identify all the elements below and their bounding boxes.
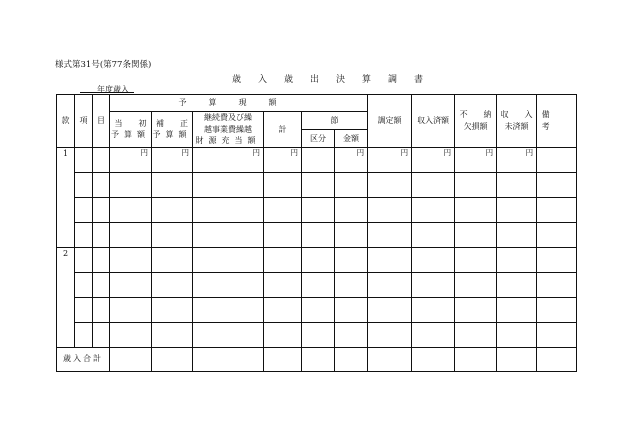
form-number: 様式第31号(第77条関係) [55,60,152,70]
document-title: 歳入歳出決算調書 [232,75,441,85]
header-uncollectible: 不 納 欠損額 [455,95,497,148]
header-supplementary-budget: 補 正 予算額 [152,112,193,148]
header-row-1 [57,95,577,112]
table-row [57,222,577,247]
header-total: 計 [264,112,302,148]
header-moku: 目 [93,95,110,148]
header-assessed-amount: 調定額 [368,95,412,148]
header-received-amount: 収入済額 [412,95,455,148]
kan-number: 2 [57,247,75,347]
header-kou: 項 [75,95,93,148]
table-row [57,172,577,197]
header-carryover: 継続費及び繰 越事業費繰越 財源充当額 [193,112,264,148]
kan-number: 1 [57,147,75,247]
header-budget-amount: 予算現額 [110,95,368,112]
fiscal-year-underline [80,92,134,93]
total-row [57,347,577,371]
header-kan: 款 [57,95,75,148]
header-section-division: 区分 [302,129,335,147]
table-row: 1 円 円 円 円 円 円 円 円 円 [57,147,577,172]
table-row [57,272,577,297]
table-row [57,297,577,322]
header-uncollected: 収 入 未済額 [497,95,537,148]
table-row [57,197,577,222]
table-row [57,322,577,347]
total-label: 歳入合計 [57,347,110,371]
header-section: 節 [302,112,368,130]
settlement-table [56,94,577,372]
fiscal-year-label: 年度歳入 [97,85,129,94]
header-initial-budget: 当 初 予算額 [110,112,152,148]
header-remarks: 備考 [537,95,577,148]
header-section-amount: 金額 [335,129,368,147]
table-row [57,247,577,272]
